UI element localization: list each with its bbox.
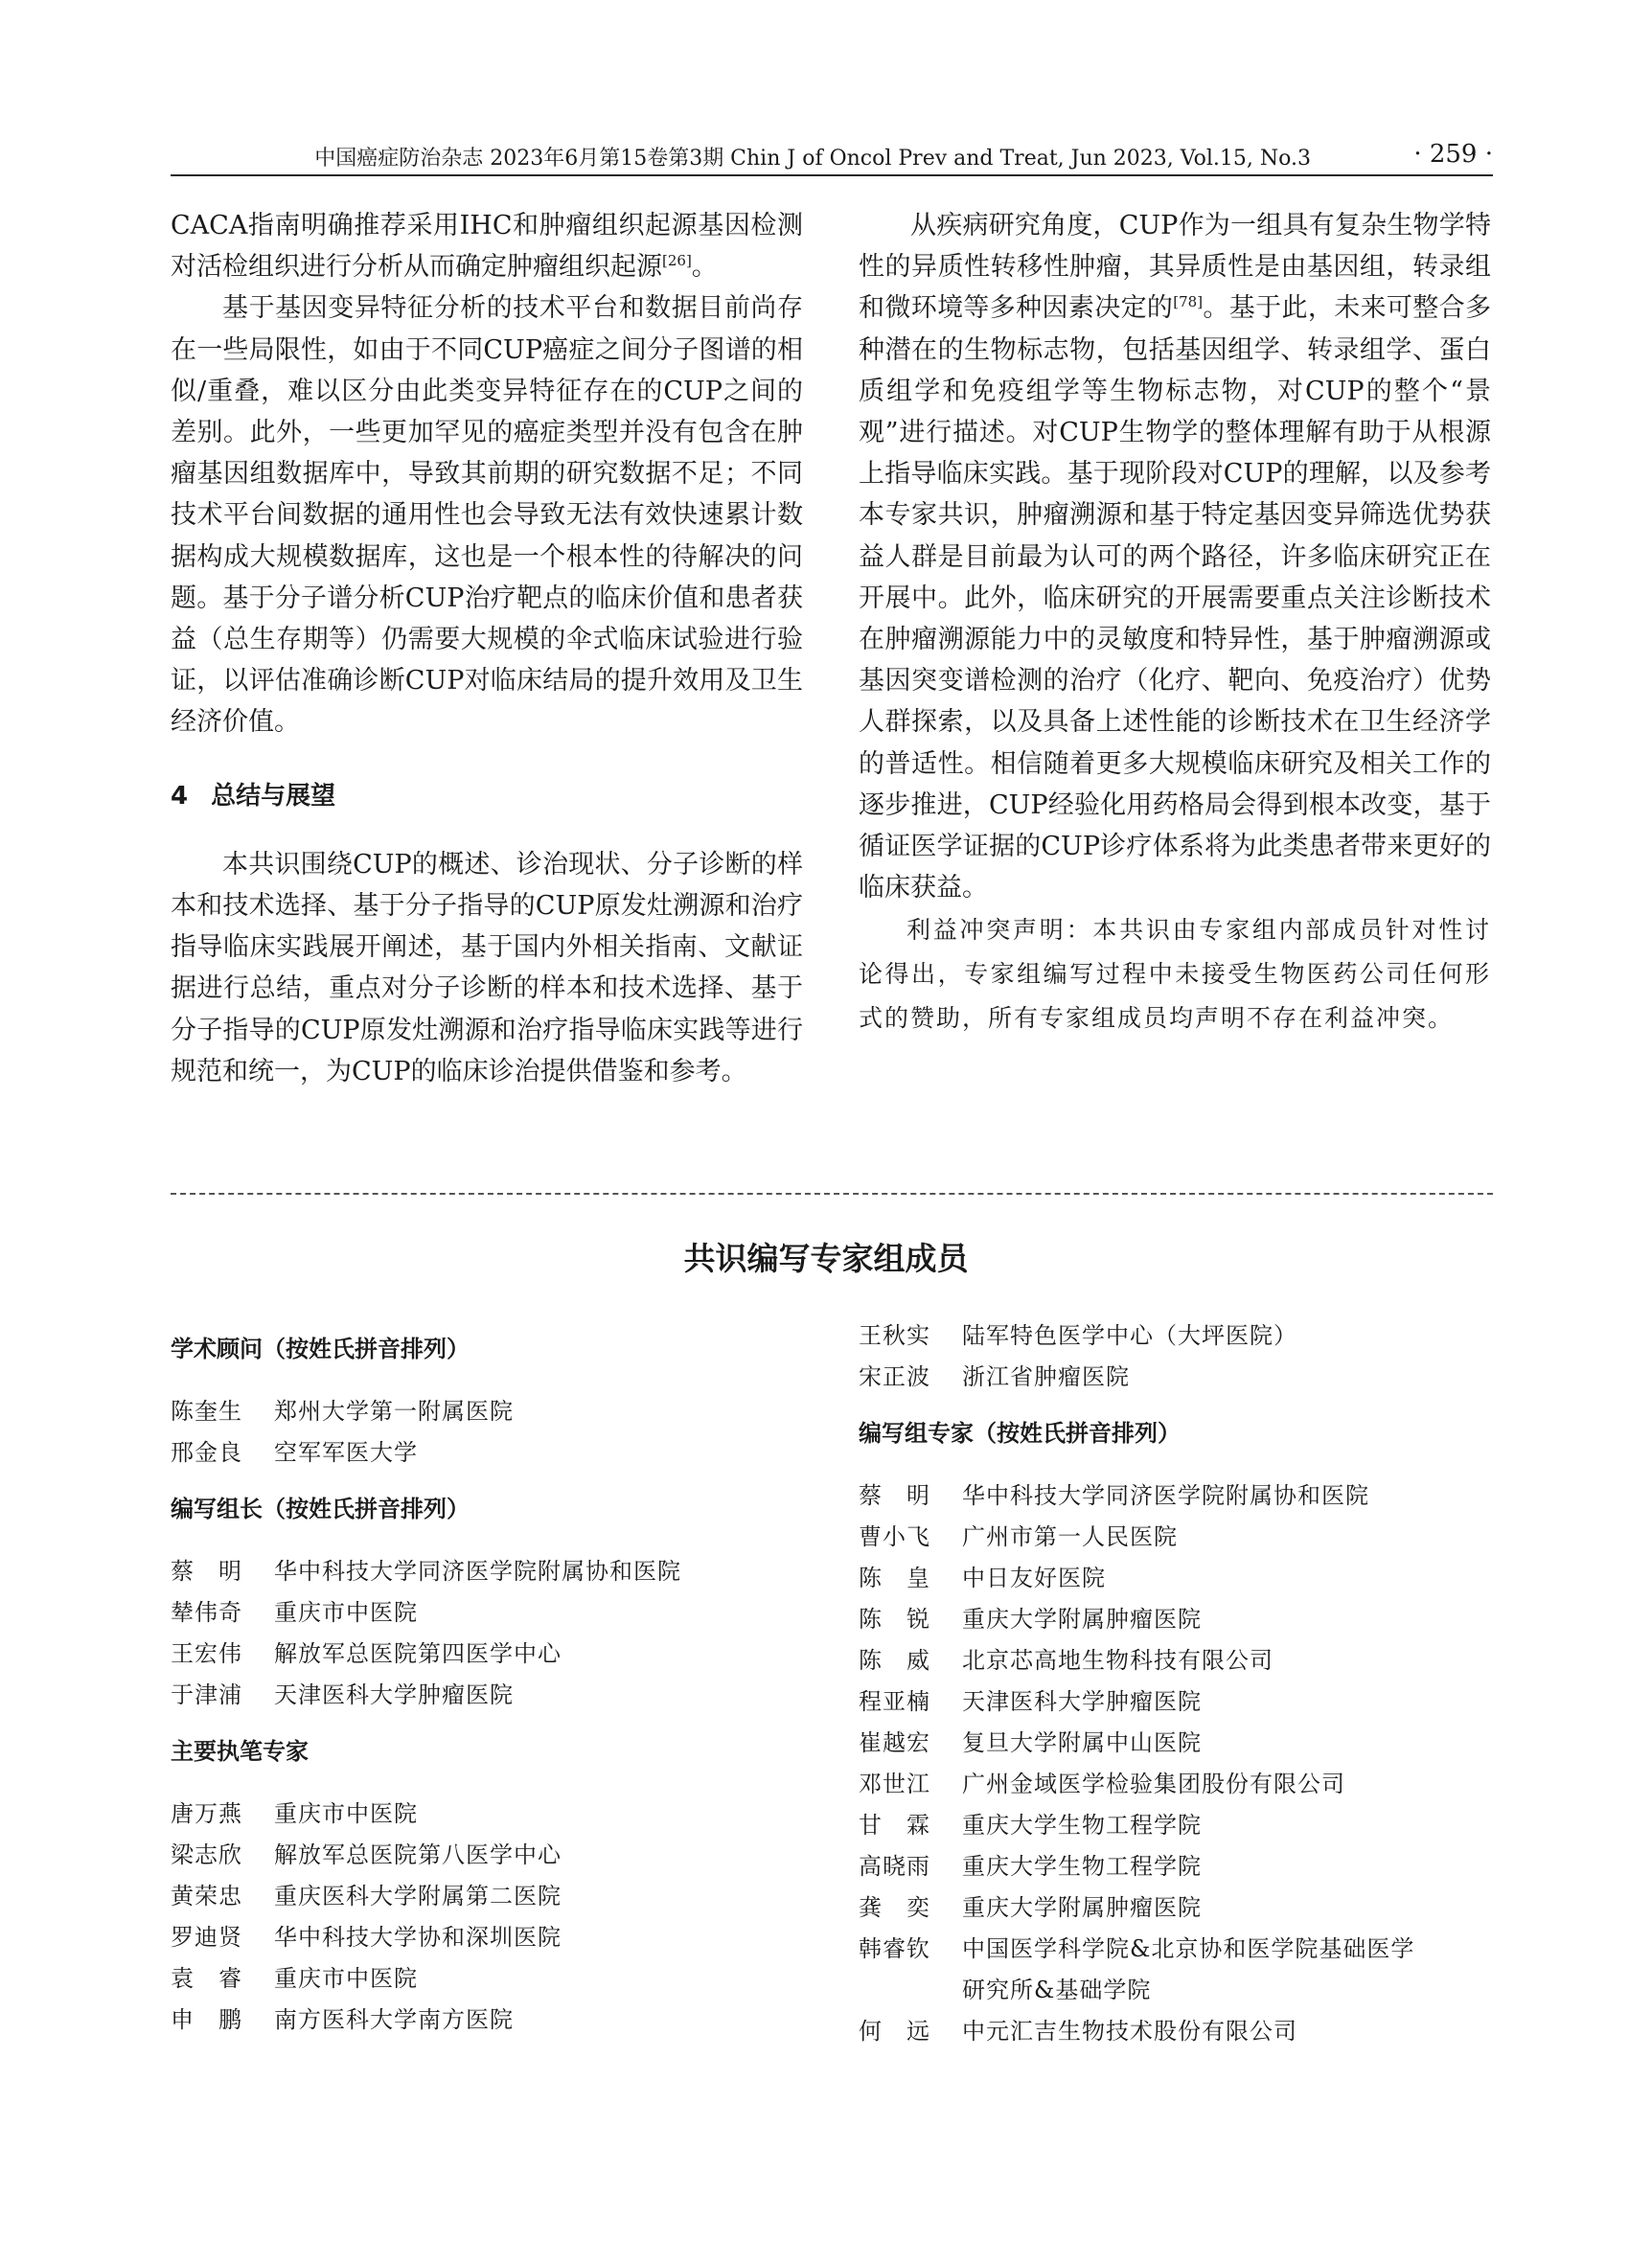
member-name: 王宏伟 bbox=[171, 1640, 242, 1667]
member-name: 邢金良 bbox=[171, 1439, 242, 1466]
member-row bbox=[859, 1555, 1529, 1596]
section-heading bbox=[171, 776, 803, 817]
paragraph: 基于基因变异特征分析的技术平台和数据目前尚存在一些局限性，如由于不同CUP癌症之间分子图谱的相似/重叠，难以区分由此类变异特征存在的CUP之间的差别。此外，一些更加罕见的癌症类型并没有包含在肿瘤基因组数据库中，导致其前期的研究数据不足；不同技术平台间数据的通用性也会导致无法有效快速累计数据构成大规模数据库，这也是一个根本性的待解决的问题。基于分子谱分析CUP治疗靶点的临床价值和患者获益（总生存期等）仍需要大规模的伞式临床试验进行验证，以评估准确诊断CUP对临床结局的提升效用及卫生经济价值。 bbox=[171, 293, 803, 738]
member-institution: 重庆市中医院 bbox=[274, 1800, 418, 1827]
member-row bbox=[859, 1926, 1529, 1967]
member-name: 蔡 明 bbox=[859, 1482, 930, 1509]
member-institution: 重庆医科大学附属第二医院 bbox=[274, 1883, 562, 1909]
member-institution: 重庆市中医院 bbox=[274, 1965, 418, 1992]
member-name: 龚 奕 bbox=[859, 1894, 930, 1921]
member-row bbox=[171, 1832, 841, 1873]
member-row bbox=[859, 1473, 1529, 1514]
member-row bbox=[171, 1873, 841, 1914]
member-name: 韩睿钦 bbox=[859, 1935, 930, 1962]
member-row bbox=[859, 1596, 1529, 1637]
member-row bbox=[171, 1672, 841, 1713]
member-row bbox=[859, 1802, 1529, 1843]
member-row bbox=[859, 1720, 1529, 1761]
members-title: 共识编写专家组成员 bbox=[683, 1240, 969, 1277]
member-name: 宋正波 bbox=[859, 1363, 930, 1390]
member-name: 陈 锐 bbox=[859, 1606, 930, 1633]
member-name: 陈 皇 bbox=[859, 1565, 930, 1591]
member-row bbox=[171, 1429, 841, 1471]
member-name: 王秋实 bbox=[859, 1322, 930, 1349]
journal-citation: 中国癌症防治杂志 2023年6月第15卷第3期 Chin J of Oncol Prev and Treat, Jun 2023, Vol.15, No.3 bbox=[314, 147, 1311, 171]
citation-ref: [78] bbox=[1173, 293, 1204, 311]
member-name: 罗迪贤 bbox=[171, 1924, 242, 1951]
writer-list-continued bbox=[859, 1313, 1529, 1395]
member-institution: 重庆大学生物工程学院 bbox=[962, 1853, 1202, 1880]
writer-list bbox=[171, 1791, 841, 2038]
member-name: 袁 睿 bbox=[171, 1965, 242, 1992]
citation-ref: [26] bbox=[662, 252, 692, 270]
member-institution: 空军军医大学 bbox=[274, 1439, 418, 1466]
member-institution: 重庆大学附属肿瘤医院 bbox=[962, 1894, 1202, 1921]
group-title-writers: 主要执笔专家 bbox=[171, 1738, 309, 1765]
member-row bbox=[859, 2008, 1529, 2049]
paragraph: CACA指南明确推荐采用IHC和肿瘤组织起源基因检测对活检组织进行分析从而确定肿瘤组织起源[26]。 bbox=[171, 211, 803, 283]
member-row bbox=[859, 1885, 1529, 1926]
member-institution: 天津医科大学肿瘤医院 bbox=[962, 1688, 1202, 1715]
member-name: 申 鹏 bbox=[171, 2006, 242, 2033]
member-institution: 重庆市中医院 bbox=[274, 1599, 418, 1626]
member-row bbox=[859, 1354, 1529, 1395]
member-name: 唐万燕 bbox=[171, 1800, 242, 1827]
section-divider bbox=[171, 1193, 1493, 1195]
member-name: 程亚楠 bbox=[859, 1688, 930, 1715]
conflict-of-interest-statement: 利益冲突声明：本共识由专家组内部成员针对性讨论得出，专家组编写过程中未接受生物医药公司任何形式的赞助，所有专家组成员均声明不存在利益冲突。 bbox=[859, 916, 1491, 1033]
member-institution: 郑州大学第一附属医院 bbox=[274, 1398, 514, 1425]
member-institution: 广州市第一人民医院 bbox=[962, 1523, 1178, 1550]
member-institution: 华中科技大学协和深圳医院 bbox=[274, 1924, 562, 1951]
member-institution: 天津医科大学肿瘤医院 bbox=[274, 1681, 514, 1708]
member-name: 何 远 bbox=[859, 2018, 930, 2045]
group-expert-list bbox=[859, 1473, 1529, 2049]
paragraph: 从疾病研究角度，CUP作为一组具有复杂生物学特性的异质性转移性肿瘤，其异质性是由基因组，转录组和微环境等多种因素决定的[78]。基于此，未来可整合多种潜在的生物标志物，包括基因组学、转录组学、蛋白质组学和免疫组学等生物标志物，对CUP的整个“景观”进行描述。对CUP生物学的整体理解有助于从根源上指导临床实践。基于现阶段对CUP的理解，以及参考本专家共识，肿瘤溯源和基于特定基因变异筛选优势获益人群是目前最为认可的两个路径，许多临床研究正在开展中。此外，临床研究的开展需要重点关注诊断技术在肿瘤溯源能力中的灵敏度和特异性，基于肿瘤溯源或基因突变谱检测的治疗（化疗、靶向、免疫治疗）优势人群探索，以及具备上述性能的诊断技术在卫生经济学的普适性。相信随着更多大规模临床研究及相关工作的逐步推进，CUP经验化用药格局会得到根本改变，基于循证医学证据的CUP诊疗体系将为此类患者带来更好的临床获益。 bbox=[859, 211, 1492, 903]
header-rule bbox=[171, 174, 1493, 176]
member-row bbox=[859, 1313, 1529, 1354]
section-number: 4 bbox=[171, 781, 189, 811]
member-row bbox=[171, 1631, 841, 1672]
running-header bbox=[171, 134, 1493, 174]
member-name: 曹小飞 bbox=[859, 1523, 930, 1550]
member-row bbox=[171, 1997, 841, 2038]
member-name: 蔡 明 bbox=[171, 1558, 242, 1585]
member-row bbox=[171, 1791, 841, 1832]
member-row bbox=[171, 1548, 841, 1589]
member-name: 邓世江 bbox=[859, 1771, 930, 1797]
paragraph: 本共识围绕CUP的概述、诊治现状、分子诊断的样本和技术选择、基于分子指导的CUP原发灶溯源和治疗指导临床实践展开阐述，基于国内外相关指南、文献证据进行总结，重点对分子诊断的样本和技术选择、基于分子指导的CUP原发灶溯源和治疗指导临床实践等进行规范和统一，为CUP的临床诊治提供借鉴和参考。 bbox=[171, 849, 803, 1086]
group-title-leaders: 编写组长（按姓氏拼音排列） bbox=[171, 1496, 470, 1522]
member-name: 甘 霖 bbox=[859, 1812, 930, 1839]
member-row bbox=[859, 1679, 1529, 1720]
member-institution: 中元汇吉生物技术股份有限公司 bbox=[962, 2018, 1297, 2045]
member-name: 辇伟奇 bbox=[171, 1599, 242, 1626]
member-institution: 华中科技大学同济医学院附属协和医院 bbox=[962, 1482, 1369, 1509]
member-institution: 重庆大学生物工程学院 bbox=[962, 1812, 1202, 1839]
member-institution: 广州金域医学检验集团股份有限公司 bbox=[962, 1771, 1345, 1797]
member-name: 崔越宏 bbox=[859, 1729, 930, 1756]
member-institution: 陆军特色医学中心（大坪医院） bbox=[962, 1322, 1297, 1349]
member-row bbox=[859, 1843, 1529, 1885]
member-row bbox=[171, 1388, 841, 1429]
member-name: 于津浦 bbox=[171, 1681, 242, 1708]
member-institution: 北京芯高地生物科技有限公司 bbox=[962, 1647, 1273, 1674]
members-right-column bbox=[859, 1313, 1529, 2049]
members-left-column bbox=[171, 1330, 841, 2038]
member-institution: 重庆大学附属肿瘤医院 bbox=[962, 1606, 1202, 1633]
member-institution: 浙江省肿瘤医院 bbox=[962, 1363, 1130, 1390]
member-institution-continued: 研究所&基础学院 bbox=[962, 1977, 1152, 2003]
member-row bbox=[859, 1637, 1529, 1679]
member-row bbox=[171, 1914, 841, 1955]
member-name: 陈奎生 bbox=[171, 1398, 242, 1425]
group-title-group-experts: 编写组专家（按姓氏拼音排列） bbox=[859, 1420, 1181, 1447]
member-institution: 中国医学科学院&北京协和医学院基础医学 bbox=[962, 1935, 1415, 1962]
member-name: 黄荣忠 bbox=[171, 1883, 242, 1909]
group-title-advisors: 学术顾问（按姓氏拼音排列） bbox=[171, 1336, 470, 1362]
member-institution: 中日友好医院 bbox=[962, 1565, 1106, 1591]
leader-list bbox=[171, 1548, 841, 1713]
right-text-column bbox=[859, 205, 1491, 1040]
member-institution: 华中科技大学同济医学院附属协和医院 bbox=[274, 1558, 681, 1585]
member-institution: 复旦大学附属中山医院 bbox=[962, 1729, 1202, 1756]
member-institution: 南方医科大学南方医院 bbox=[274, 2006, 514, 2033]
member-institution: 解放军总医院第八医学中心 bbox=[274, 1841, 562, 1868]
member-row bbox=[859, 1514, 1529, 1555]
page-number: · 259 · bbox=[1413, 140, 1493, 169]
member-row bbox=[859, 1761, 1529, 1802]
member-row bbox=[171, 1589, 841, 1631]
member-name: 陈 威 bbox=[859, 1647, 930, 1674]
member-row bbox=[171, 1955, 841, 1997]
member-name: 高晓雨 bbox=[859, 1853, 930, 1880]
advisor-list bbox=[171, 1388, 841, 1471]
member-name: 梁志欣 bbox=[171, 1841, 242, 1868]
left-text-column bbox=[171, 205, 803, 1092]
section-title: 总结与展望 bbox=[211, 781, 336, 811]
member-institution: 解放军总医院第四医学中心 bbox=[274, 1640, 562, 1667]
